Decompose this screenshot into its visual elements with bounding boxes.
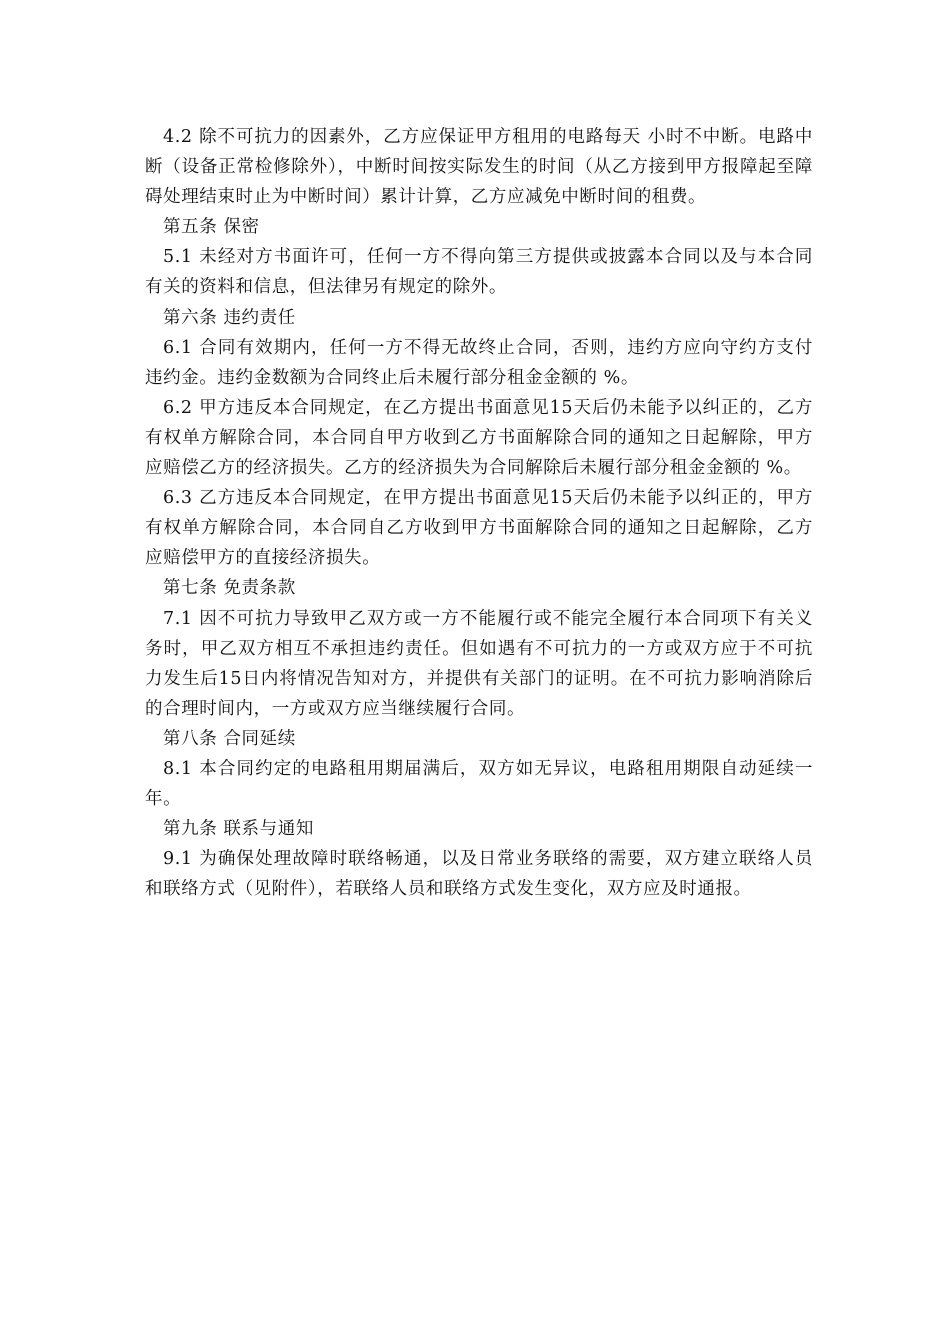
document-body — [145, 122, 813, 904]
article-9-heading: 第九条 联系与通知 — [163, 819, 314, 840]
clause-8-1: 8.1 本合同约定的电路租用期届满后，双方如无异议，电路租用期限自动延续一年。 — [145, 758, 813, 810]
article-8-heading: 第八条 合同延续 — [163, 728, 296, 749]
clause-6-3: 6.3 乙方违反本合同规定，在甲方提出书面意见15天后仍未能予以纠正的，甲方有权单方解除合同，本合同自乙方收到甲方书面解除合同的通知之日起解除，乙方应赔偿甲方的直接经济损失。 — [145, 488, 813, 569]
clause-6-2: 6.2 甲方违反本合同规定，在乙方提出书面意见15天后仍未能予以纠正的，乙方有权单方解除合同，本合同自甲方收到乙方书面解除合同的通知之日起解除，甲方应赔偿乙方的经济损失。乙方的经济损失为合同解除后未履行部分租金金额的 %。 — [145, 397, 813, 479]
article-6-heading: 第六条 违约责任 — [163, 307, 296, 328]
clause-6-1: 6.1 合同有效期内，任何一方不得无故终止合同，否则，违约方应向守约方支付违约金。违约金数额为合同终止后未履行部分租金金额的 %。 — [145, 337, 813, 388]
clause-4-2: 4.2 除不可抗力的因素外，乙方应保证甲方租用的电路每天 小时不中断。电路中断（设备正常检修除外），中断时间按实际发生的时间（从乙方接到甲方报障起至障碍处理结束时止为中断时间）累计计算，乙方应减免中断时间的租费。 — [145, 127, 813, 208]
clause-9-1: 9.1 为确保处理故障时联络畅通，以及日常业务联络的需要，双方建立联络人员和联络方式（见附件），若联络人员和联络方式发生变化，双方应及时通报。 — [145, 849, 813, 900]
clause-5-1: 5.1 未经对方书面许可，任何一方不得向第三方提供或披露本合同以及与本合同有关的资料和信息，但法律另有规定的除外。 — [145, 247, 813, 298]
article-7-heading: 第七条 免责条款 — [163, 578, 296, 599]
article-5-heading: 第五条 保密 — [163, 217, 260, 238]
clause-7-1: 7.1 因不可抗力导致甲乙双方或一方不能履行或不能完全履行本合同项下有关义务时，甲乙双方相互不承担违约责任。但如遇有不可抗力的一方或双方应于不可抗力发生后15日内将情况告知对方，并提供有关部门的证明。在不可抗力影响消除后的合理时间内，一方或双方应当继续履行合同。 — [145, 608, 813, 719]
